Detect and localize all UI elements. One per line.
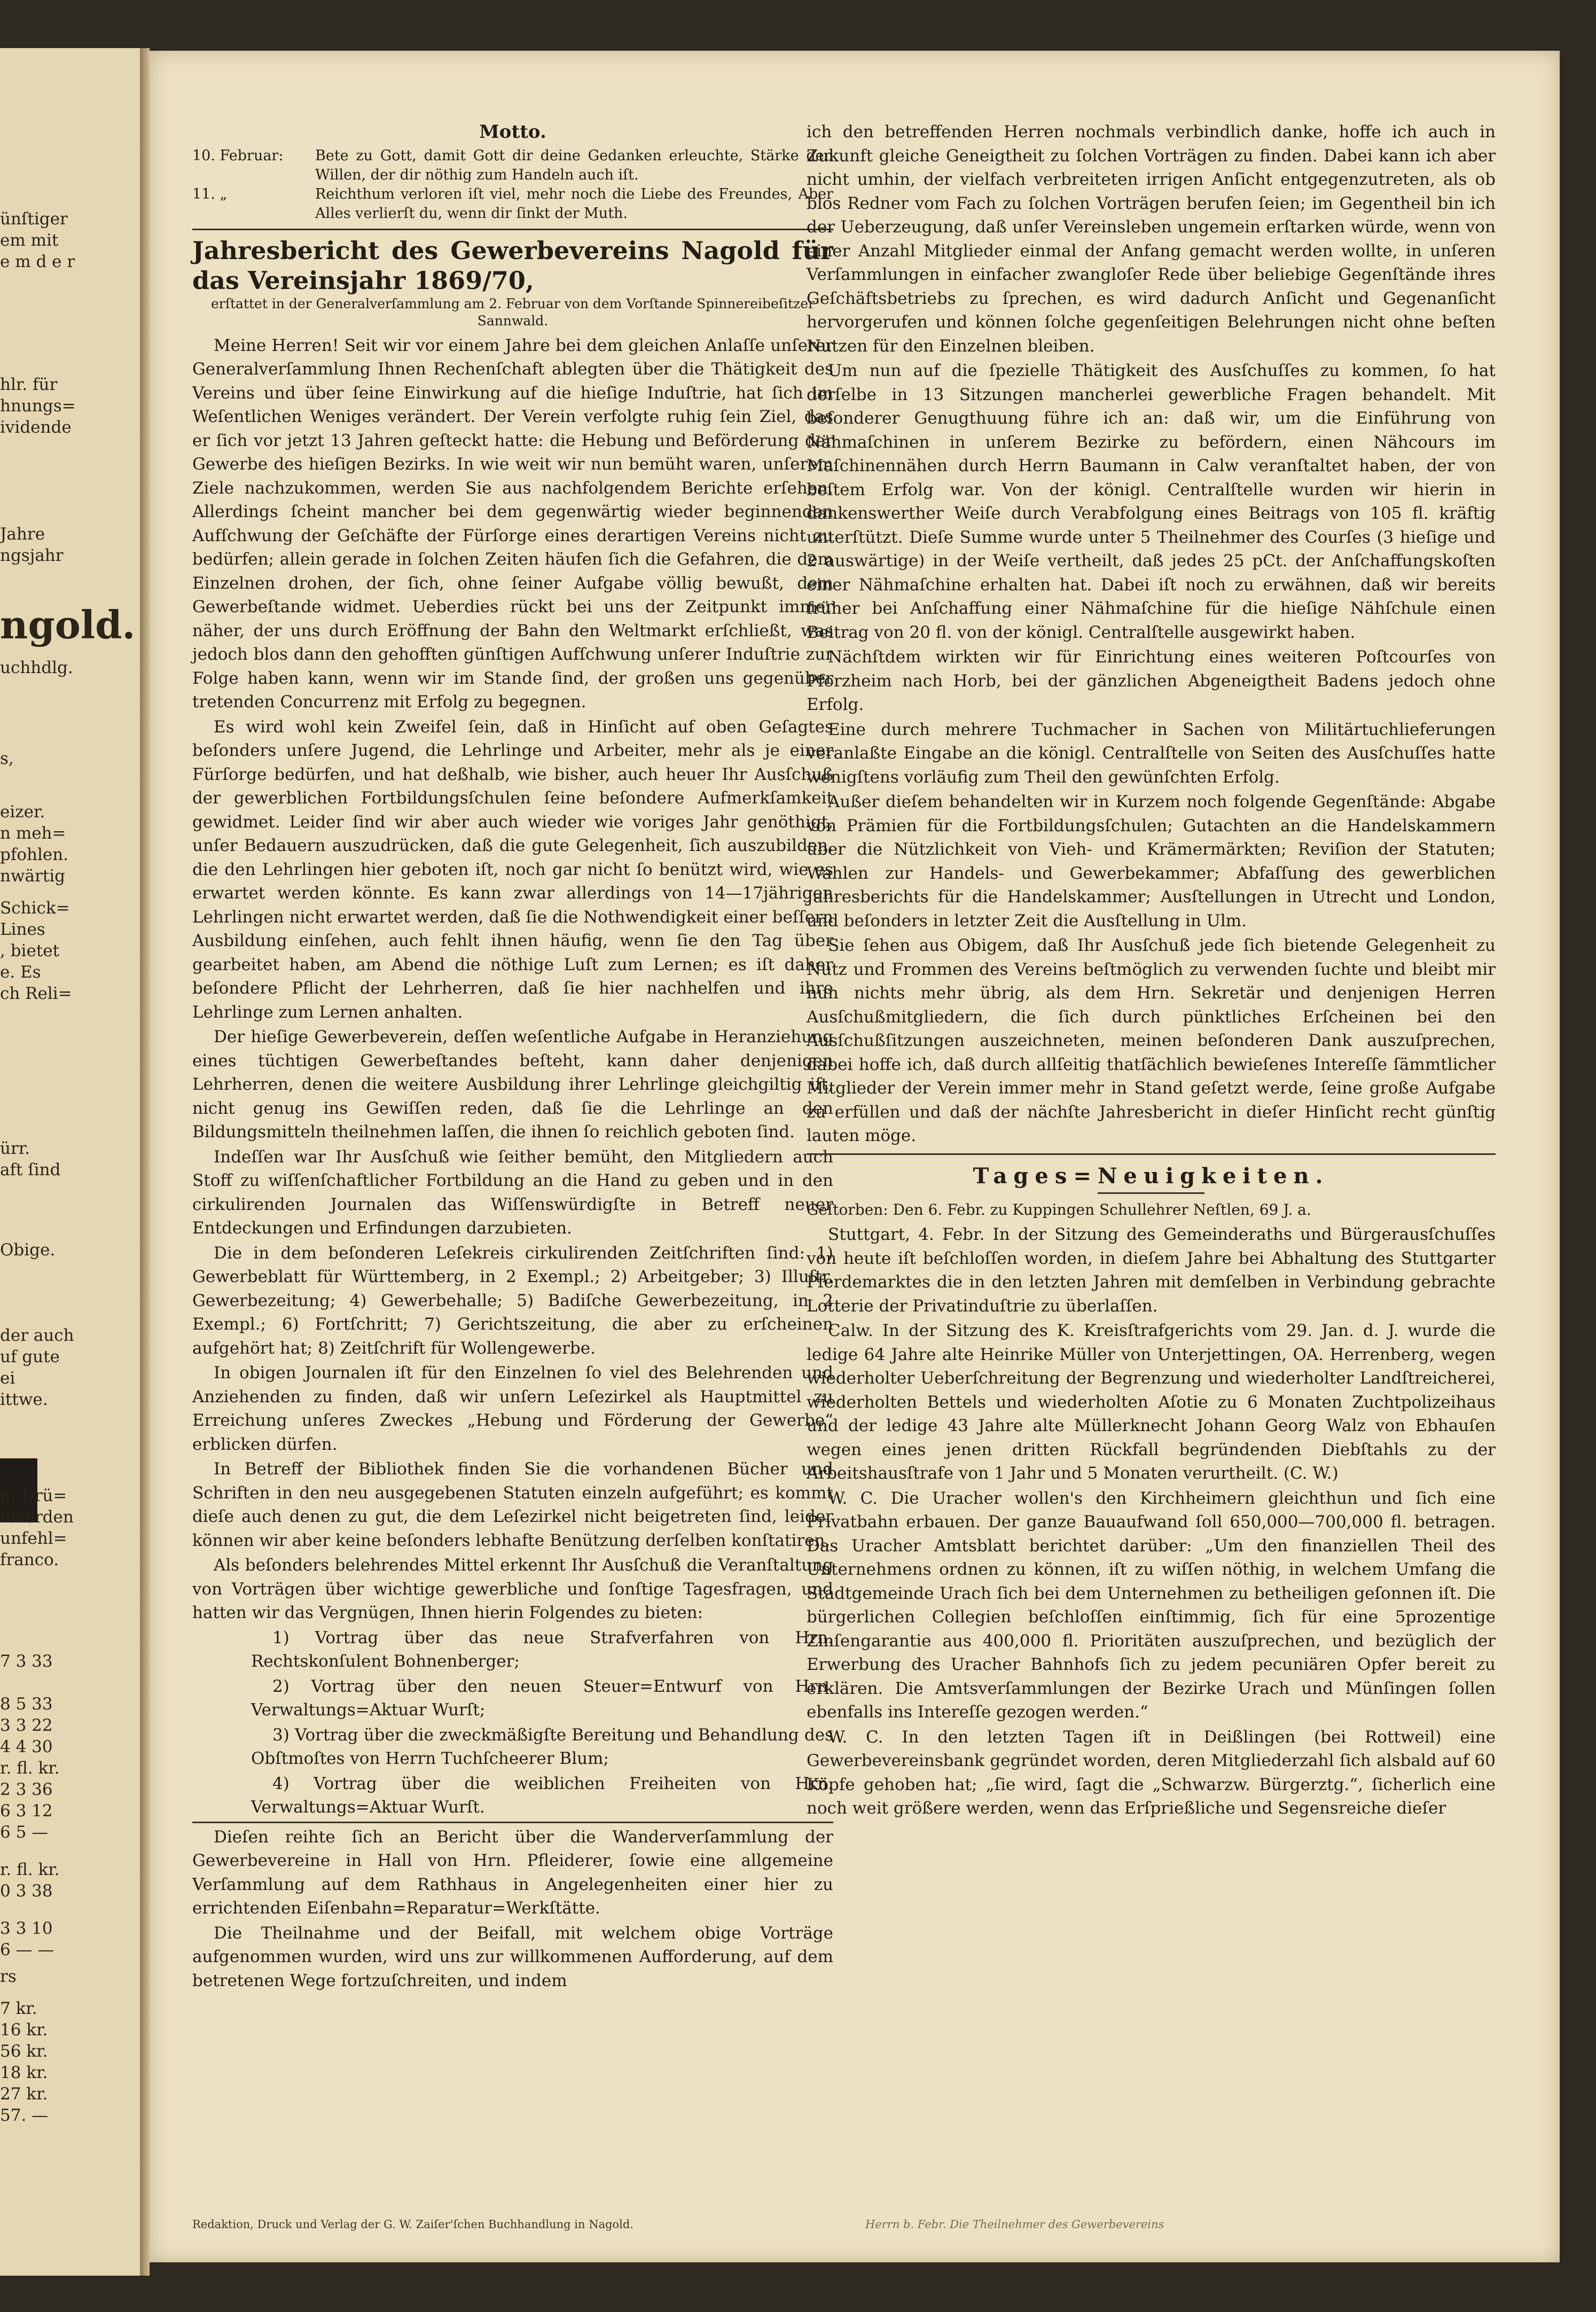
prev-page-fragment: 8 5 33 [0, 1694, 53, 1714]
prev-page-fragment: 3 3 22 [0, 1716, 53, 1735]
report-paragraph: Außer dieſem behandelten wir in Kurzem noch folgende Gegenſtände: Abgabe von Prämien für die Fortbildungsſchulen; Gutachten an die Handelskammern über die Nützlichkeit von Vieh- und Krämermärkten; Reviſion der Statuten; Wahlen zur Handels- und Gewerbekammer; Abfaſſung des gewerblichen Jahresberichts für die Handelskammer; Ausſtellungen in Utrecht und London, und beſonders in letzter Zeit die Ausſtellung in Ulm. [807, 792, 1496, 931]
prev-page-fragment: 2 3 36 [0, 1780, 53, 1799]
report-paragraph: Der hieſige Gewerbeverein, deſſen weſentliche Aufgabe in Heranziehung eines tüchtigen Gewerbeſtandes beſteht, kann daher denjenigen Lehrherren, denen die weitere Ausbildung ihrer Lehrlinge gleichgiltig iſt, nicht genug ins Gewiſſen reden, daß ſie die Lehrlinge an den Bildungsmitteln theilnehmen laſſen, die ihnen ſo reichlich geboten ſind. [192, 1027, 833, 1142]
motto-text: Reichthum verloren iſt viel, mehr noch die Liebe des Freundes, Aber Alles verlierſt du, wenn dir ſinkt der Muth. [315, 185, 833, 222]
motto-line [192, 146, 833, 185]
prev-page-fragment: uf gute [0, 1347, 60, 1366]
report-paragraph: Indeſſen war Ihr Ausſchuß wie ſeither bemüht, den Mitgliedern auch Stoff zu wiſſenſchaftlicher Fortbildung an die Hand zu geben und in den cirkulirenden Journalen das Wiſſenswürdigſte in Betreff neuer Entdeckungen und Erfindungen darzubieten. [192, 1147, 833, 1238]
report-paragraph: Die in dem beſonderen Leſekreis cirkulirenden Zeitſchriften ſind: 1) Gewerbeblatt für Württemberg, in 2 Exempl.; 2) Arbeitgeber; 3) Illuſtr. Gewerbezeitung; 4) Gewerbehalle; 5) Badiſche Gewerbezeitung, in 2 Exempl.; 6) Fortſchritt; 7) Gerichtszeitung, die aber zu erſcheinen aufgehört hat; 8) Zeitſchrift für Wollengewerbe. [192, 1243, 833, 1358]
prev-page-fragment: n, Drü= [0, 1486, 67, 1505]
prev-page-fragment: em mit [0, 231, 59, 250]
prev-page-fragment: 56 kr. [0, 2042, 48, 2061]
report-paragraph: Es wird wohl kein Zweifel ſein, daß in Hinſicht auf oben Geſagtes beſonders unſere Jugend, die Lehrlinge und Arbeiter, mehr als je einer Fürſorge bedürfen, und hat deßhalb, wie bisher, auch heuer Ihr Ausſchuß der gewerblichen Fortbildungsſchulen ſeine beſondere Aufmerkſamkeit gewidmet. Leider ſind wir aber auch wieder wie voriges Jahr genöthigt, unſer Bedauern auszudrücken, daß die gute Gelegenheit, ſich auszubilden, die den Lehrlingen hier geboten iſt, noch gar nicht ſo benützt wird, wie es erwartet werden könnte. Es kann zwar allerdings von 14—17jährigen Lehrlingen nicht erwartet werden, daß ſie die Nothwendigkeit einer beſſern Ausbildung einſehen, auch fehlt ihnen häufig, wenn ſie den Tag über gearbeitet haben, am Abend die nöthige Luſt zum Lernen; es iſt daher beſondere Pflicht der Lehrherren, daß ſie hier nachhelfen und ihre Lehrlinge zum Lernen anhalten. [192, 717, 833, 1022]
prev-page-fragment: der auch [0, 1326, 74, 1345]
prev-page-fragment: 18 kr. [0, 2063, 48, 2082]
prev-page-fragment: Lines [0, 920, 45, 939]
motto-date: 10. Februar: [192, 147, 284, 164]
report-paragraph: Die Theilnahme und der Beifall, mit welchem obige Vorträge aufgenommen wurden, wird uns zur willkommenen Aufforderung, auf dem betretenen Wege fortzuſchreiten, und indem [192, 1923, 833, 1990]
prev-page-fragment: uchhdlg. [0, 658, 73, 677]
report-paragraph: ich den betreffenden Herren nochmals verbindlich danke, hoffe ich auch in Zukunft gleiche Geneigtheit zu ſolchen Vorträgen zu finden. Dabei kann ich aber nicht umhin, der vielfach verbreiteten irrigen Anſicht entgegenzutreten, als ob blos Redner vom Fach zu ſolchen Vorträgen berufen ſeien; im Gegentheil bin ich der Ueberzeugung, daß unſer Vereinsleben ungemein erſtarken würde, wenn von einer Anzahl Mitglieder einmal der Anfang gemacht werden wollte, in unſeren Verſammlungen in einfacher zwangloſer Rede über beliebige Gegenſtände ihres Geſchäftsbetriebs zu ſprechen, es wird dadurch Anſicht und Gegenanſicht hervorgerufen und können ſolche gegenſeitigen Belehrungen nicht ohne beſten Nutzen für den Einzelnen bleiben. [807, 122, 1496, 356]
lecture-item: 2) Vortrag über den neuen Steuer=Entwurf von Hrn. Verwaltungs=Aktuar Wurſt; [251, 1676, 833, 1720]
report-paragraph: Sie ſehen aus Obigem, daß Ihr Ausſchuß jede ſich bietende Gelegenheit zu Nutz und Frommen des Vereins beſtmöglich zu verwenden ſuchte und bleibt mir nun nichts mehr übrig, als dem Hrn. Sekretär und denjenigen Herren Ausſchußmitgliedern, die ſich durch pünktliches Erſcheinen bei den Ausſchußſitzungen auszeichneten, meinen beſonderen Dank auszuſprechen, dabei hoffe ich, daß durch allſeitig thatſächlich bewieſenes Intereſſe ſämmtlicher Mitglieder der Verein immer mehr in Stand geſetzt werde, ſeine große Aufgabe zu erfüllen und daß der nächſte Jahresbericht in dieſer Hinſicht recht günſtig lauten möge. [807, 936, 1496, 1145]
news-item: Stuttgart, 4. Febr. In der Sitzung des Gemeinderaths und Bürgerausſchuſſes von heute iſt beſchloſſen worden, in dieſem Jahre bei Abhaltung des Stuttgarter Pferdemarktes die in den letzten Jahren mit demſelben in Verbindung gebrachte Lotterie der Privatinduſtrie zu überlaſſen. [807, 1225, 1496, 1316]
divider [1098, 1192, 1204, 1194]
prev-page-fragment: 6 — — [0, 1940, 54, 1959]
news-item: W. C. In den letzten Tagen iſt in Deißlingen (bei Rottweil) eine Gewerbevereinsbank gegründet worden, deren Mitgliederzahl ſich alsbald auf 60 Köpfe gehoben hat; „ſie wird, ſagt die „Schwarzw. Bürgerztg.“, ſicherlich eine noch weit größere werden, wenn das Erſprießliche und Segensreiche dieſer [807, 1727, 1496, 1818]
prev-page-fragment: rs [0, 1967, 17, 1986]
death-notice: Geſtorben: Den 6. Febr. zu Kuppingen Schullehrer Neſtlen, 69 J. a. [807, 1201, 1311, 1219]
prev-page-fragment: pfohlen. [0, 845, 69, 864]
prev-page-fragment: 6 3 12 [0, 1801, 53, 1821]
lecture-item: 4) Vortrag über die weiblichen Freiheiten von Hrn. Verwaltungs=Aktuar Wurſt. [251, 1774, 833, 1817]
report-paragraph: Eine durch mehrere Tuchmacher in Sachen von Militärtuchlieferungen veranlaßte Eingabe an die königl. Centralſtelle von Seiten des Ausſchuſſes hatte wenigſtens vorläufig zum Theil den gewünſchten Erfolg. [807, 720, 1496, 787]
prev-page-fragment: franco. [0, 1550, 59, 1569]
motto-text: Bete zu Gott, damit Gott dir deine Gedanken erleuchte, Stärke den Willen, der dir nöthig zum Handeln auch iſt. [315, 147, 833, 183]
prev-page-fragment: 4 4 30 [0, 1737, 53, 1756]
prev-page-fragment: hlr. für [0, 375, 58, 394]
prev-page-fragment: ngold. [0, 602, 136, 647]
prev-page-fragment: hwerden [0, 1508, 74, 1527]
prev-page-fragment: 7 3 33 [0, 1652, 53, 1671]
lecture-item: 3) Vortrag über die zweckmäßigſte Bereitung und Behandlung des Obſtmoſtes von Herrn Tuchſcheerer Blum; [251, 1725, 833, 1768]
prev-page-fragment: ch Reli= [0, 984, 72, 1003]
lecture-item: 1) Vortrag über das neue Strafverfahren von Hrn. Rechtskonſulent Bohnenberger; [251, 1628, 833, 1671]
prev-page-fragment: r. fl. kr. [0, 1759, 60, 1778]
motto-heading: Motto. [479, 121, 546, 143]
prev-page-fragment: 3 3 10 [0, 1919, 53, 1938]
report-subtitle: erſtattet in der Generalverſammlung am 2. Februar von dem Vorſtande Spinnereibeſitzer Sannwald. [210, 295, 815, 329]
prev-page-fragment: , bietet [0, 941, 60, 960]
prev-page-fragment: ittwe. [0, 1390, 48, 1409]
prev-page-fragment: ividende [0, 418, 72, 437]
book-gutter [140, 48, 150, 2276]
prev-page-fragment: ngsjahr [0, 546, 64, 565]
prev-page-fragment: e. Es [0, 963, 41, 982]
newspaper-page [150, 51, 1560, 2262]
right-column [807, 120, 1496, 1822]
prev-page-fragment: 0 3 38 [0, 1881, 53, 1901]
left-column [192, 120, 833, 1994]
prev-page-fragment: s, [0, 749, 14, 768]
prev-page-fragment: nwärtig [0, 866, 66, 886]
previous-page-edge [0, 48, 143, 2276]
report-title: Jahresbericht des Gewerbevereins Nagold für das Vereinsjahr 1869/70, [192, 236, 833, 295]
prev-page-fragment: e m d e r [0, 252, 75, 271]
report-paragraph: In obigen Journalen iſt für den Einzelnen ſo viel des Belehrenden und Anziehenden zu finden, daß wir unſern Leſezirkel als Hauptmittel zu Erreichung unſeres Zweckes „Hebung und Förderung der Gewerbe“ erblicken dürfen. [192, 1363, 833, 1454]
prev-page-fragment: 7 kr. [0, 1999, 37, 2018]
prev-page-fragment: unfehl= [0, 1529, 67, 1548]
divider [192, 1822, 833, 1823]
prev-page-fragment: 6 5 — [0, 1823, 49, 1842]
prev-page-fragment: Obige. [0, 1240, 56, 1260]
bleed-through-text: Herrn b. Febr. Die Theilnehmer des Gewerbevereins [865, 2218, 1164, 2231]
prev-page-fragment: r. fl. kr. [0, 1860, 60, 1879]
prev-page-fragment: eizer. [0, 802, 45, 822]
report-paragraph: Nächſtdem wirkten wir für Einrichtung eines weiteren Poſtcourſes von Pforzheim nach Horb, bei der gänzlichen Abgeneigtheit Badens jedoch ohne Erfolg. [807, 647, 1496, 714]
prev-page-fragment: 16 kr. [0, 2020, 48, 2040]
motto-line [192, 185, 833, 223]
report-paragraph: Um nun auf die ſpezielle Thätigkeit des Ausſchuſſes zu kommen, ſo hat derſelbe in 13 Sitzungen mancherlei gewerbliche Fragen behandelt. Mit beſonderer Genugthuung führe ich an: daß wir, um die Einführung von Nähmaſchinen in unſerem Bezirke zu befördern, einen Nähcours im Maſchinennähen durch Herrn Baumann in Calw veranſtaltet haben, der von beſtem Erfolg war. Von der königl. Centralſtelle wurden wir hierin in dankenswerther Weiſe durch Verabfolgung eines Beitrags von 105 fl. kräftig unterſtützt. Dieſe Summe wurde unter 5 Theilnehmer des Courſes (3 hieſige und 2 auswärtige) in der Weiſe vertheilt, daß jedes 25 pCt. der Anſchaffungskoſten einer Nähmaſchine erhalten hat. Dabei iſt noch zu erwähnen, daß wir bereits früher bei Anſchaffung einer Nähmaſchine für die hieſige Nähſchule einen Beitrag von 20 fl. von der königl. Centralſtelle ausgewirkt haben. [807, 361, 1496, 642]
prev-page-fragment: aft ſind [0, 1160, 61, 1180]
divider [807, 1153, 1496, 1155]
prev-page-fragment: ei [0, 1369, 15, 1388]
divider [192, 229, 833, 230]
prev-page-fragment: 57. — [0, 2106, 49, 2125]
prev-page-fragment: 27 kr. [0, 2084, 48, 2104]
report-paragraph: Als beſonders belehrendes Mittel erkennt Ihr Ausſchuß die Veranſtaltung von Vorträgen über wichtige gewerbliche und ſonſtige Tagesfragen, und hatten wir das Vergnügen, Ihnen hierin Folgendes zu bieten: [192, 1556, 833, 1622]
prev-page-fragment: hnungs= [0, 396, 76, 416]
prev-page-fragment: n meh= [0, 824, 66, 843]
news-item: Calw. In der Sitzung des K. Kreisſtrafgerichts vom 29. Jan. d. J. wurde die ledige 64 Jahre alte Heinrike Müller von Unterjettingen, OA. Herrenberg, wegen wiederholter Ueberſchreitung der Begrenzung und wiederholter Landſtreicherei, wiederholten Bettels und wiederholten Aſotie zu 6 Monaten Zuchtpolizeihaus und der ledige 43 Jahre alte Müllerknecht Johann Georg Walz von Ebhauſen wegen eines jenen dritten Rückfall begründenden Diebſtahls zu der Arbeitshausſtrafe von 1 Jahr und 5 Monaten verurtheilt. (C. W.) [807, 1321, 1496, 1483]
prev-page-fragment: Schick= [0, 899, 70, 918]
imprint-line: Redaktion, Druck und Verlag der G. W. Zaiſer'ſchen Buchhandlung in Nagold. [192, 2218, 634, 2231]
prev-page-fragment: ürr. [0, 1139, 30, 1158]
motto-date: 11. „ [192, 185, 228, 202]
news-item: W. C. Die Uracher wollen's den Kirchheimern gleichthun und ſich eine Privatbahn erbauen. Der ganze Bauaufwand ſoll 650,000—700,000 fl. betragen. Das Uracher Amtsblatt berichtet darüber: „Um den finanziellen Theil des Unternehmens ordnen zu können, iſt zu wiſſen nöthig, in welchem Umfang die Stadtgemeinde Urach ſich bei dem Unternehmen zu betheiligen geſonnen iſt. Die bürgerlichen Collegien beſchloſſen einſtimmig, ſich für eine 5prozentige Zinſengarantie aus 400,000 fl. Prioritäten auszuſprechen, und bezüglich der Erwerbung des Uracher Bahnhofs ſich zu jedem pecuniären Opfer bereit zu erklären. Die Amtsverſammlungen der Bezirke Urach und Münſingen ſollen ebenfalls ins Intereſſe gezogen werden.“ [807, 1488, 1496, 1722]
report-paragraph: Meine Herren! Seit wir vor einem Jahre bei dem gleichen Anlaſſe unſerer Generalverſammlung Ihnen Rechenſchaft ablegten über die Thätigkeit des Vereins und über ſeine Einwirkung auf die hieſige Induſtrie, hat ſich im Weſentlichen Weniges verändert. Der Verein verfolgte ruhig ſein Ziel, das er ſich vor jetzt 13 Jahren geſteckt hatte: die Hebung und Beförderung der Gewerbe des hieſigen Bezirks. In wie weit wir nun bemüht waren, unſerem Ziele nachzukommen, werden Sie aus nachfolgendem Berichte erſehen. Allerdings ſcheint mancher bei dem gegenwärtig wieder beginnenden Aufſchwung der Geſchäfte der Fürſorge eines derartigen Vereins nicht zu bedürfen; allein gerade in ſolchen Zeiten häufen ſich die Gefahren, die dem Einzelnen drohen, der ſich, ohne ſeiner Aufgabe völlig bewußt, dem Gewerbeſtande widmet. Ueberdies rückt bei uns der Zeitpunkt immer näher, der uns durch Eröffnung der Bahn den Weltmarkt erſchließt, was jedoch blos dann den gehofften günſtigen Aufſchwung unſerer Induſtrie zur Folge haben kann, wenn wir im Stande ſind, der großen uns gegenüber tretenden Concurrenz mit Erfolg zu begegnen. [192, 335, 833, 712]
prev-page-fragment: Jahre [0, 525, 45, 544]
news-heading: Tages=Neuigkeiten. [973, 1163, 1329, 1189]
prev-page-fragment: ünſtiger [0, 209, 68, 229]
report-paragraph: In Betreff der Bibliothek finden Sie die vorhandenen Bücher und Schriften in den neu ausgegebenen Statuten einzeln aufgeführt; es kommt dieſe auch denen zu gut, die dem Leſezirkel nicht beigetreten ſind, leider können wir aber keine beſonders lebhafte Benützung derſelben konſtatiren. [192, 1459, 833, 1550]
report-paragraph: Dieſen reihte ſich an Bericht über die Wanderverſammlung der Gewerbevereine in Hall von Hrn. Pfleiderer, ſowie eine allgemeine Verſammlung auf dem Rathhaus in Angelegenheiten einer hier zu errichtenden Eiſenbahn=Reparatur=Werkſtätte. [192, 1827, 833, 1918]
